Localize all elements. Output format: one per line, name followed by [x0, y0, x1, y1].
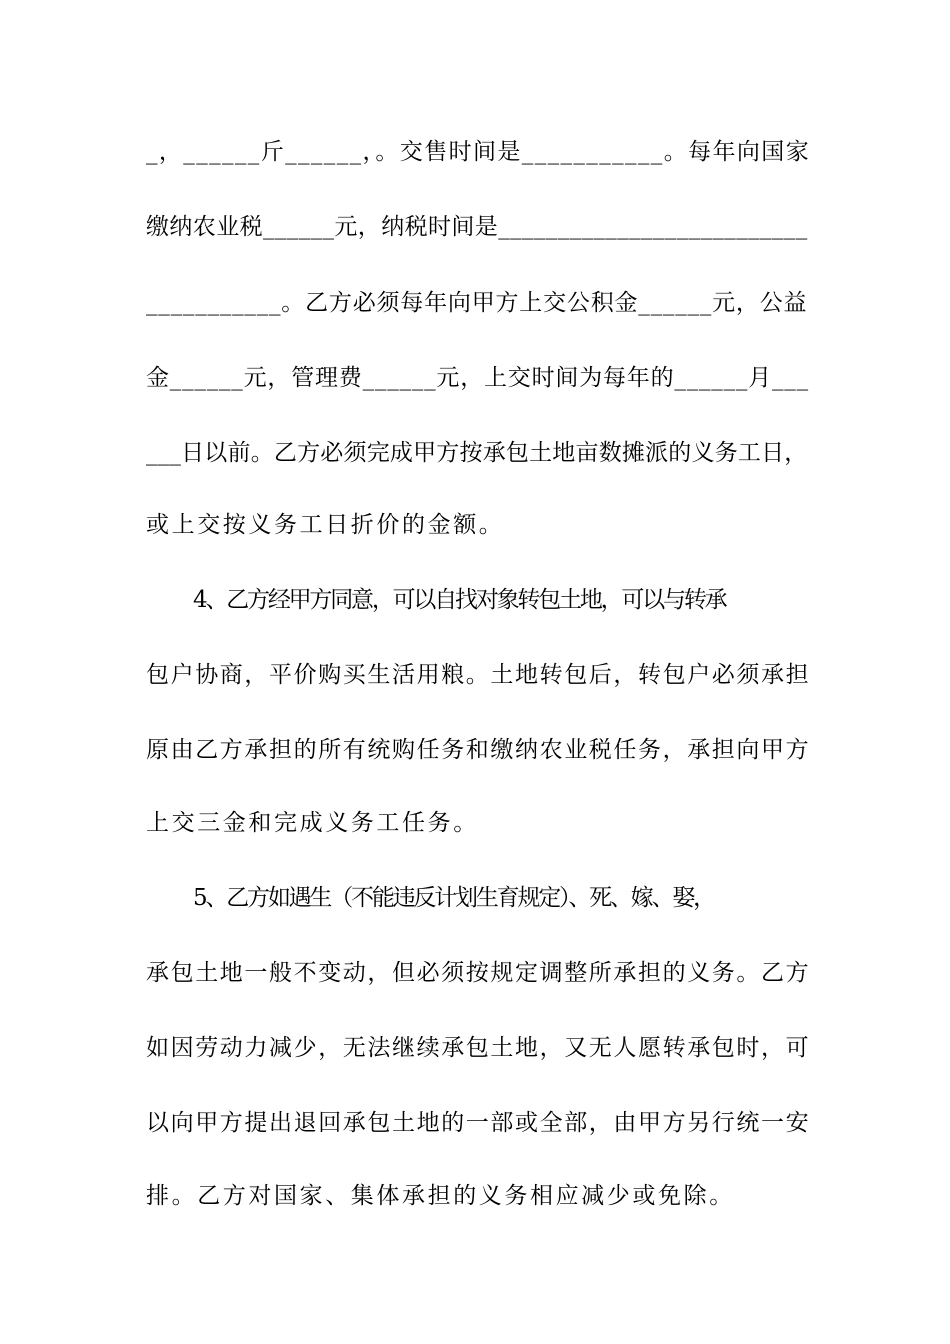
text-line: 排。乙方对国家、集体承担的义务相应减少或免除。	[146, 1183, 735, 1209]
text-line: 包户协商，平价购买生活用粮。土地转包后，转包户必须承担	[146, 662, 811, 688]
text-line: 如因劳动力减少，无法继续承包土地，又无人愿转承包时，可	[146, 1035, 811, 1061]
text-line: 原由乙方承担的所有统购任务和缴纳农业税任务，承担向甲方	[146, 737, 811, 763]
paragraph-4-first-line: 4、乙方经甲方同意，可以自找对象转包土地，可以与转承	[193, 587, 726, 613]
text-line: 或上交按义务工日折价的金额。	[146, 512, 505, 538]
text-line: 以向甲方提出退回承包土地的一部或全部，由甲方另行统一安	[146, 1110, 811, 1136]
text-line: ___日以前。乙方必须完成甲方按承包土地亩数摊派的义务工日，	[146, 440, 808, 466]
paragraph-5-first-line: 5、乙方如遇生（不能违反计划生育规定）、死、嫁、娶，	[193, 885, 714, 911]
text-line: _，______斤______，。交售时间是___________。每年向国家	[146, 139, 811, 165]
text-line: 上交三金和完成义务工任务。	[146, 810, 479, 836]
text-line: ___________。乙方必须每年向甲方上交公积金______元，公益	[146, 290, 808, 316]
text-line: 缴纳农业税______元，纳税时间是__________________________	[146, 214, 808, 240]
text-line: 金______元，管理费______元，上交时间为每年的______月___	[146, 365, 809, 391]
text-line: 承包土地一般不变动，但必须按规定调整所承担的义务。乙方	[146, 960, 811, 986]
